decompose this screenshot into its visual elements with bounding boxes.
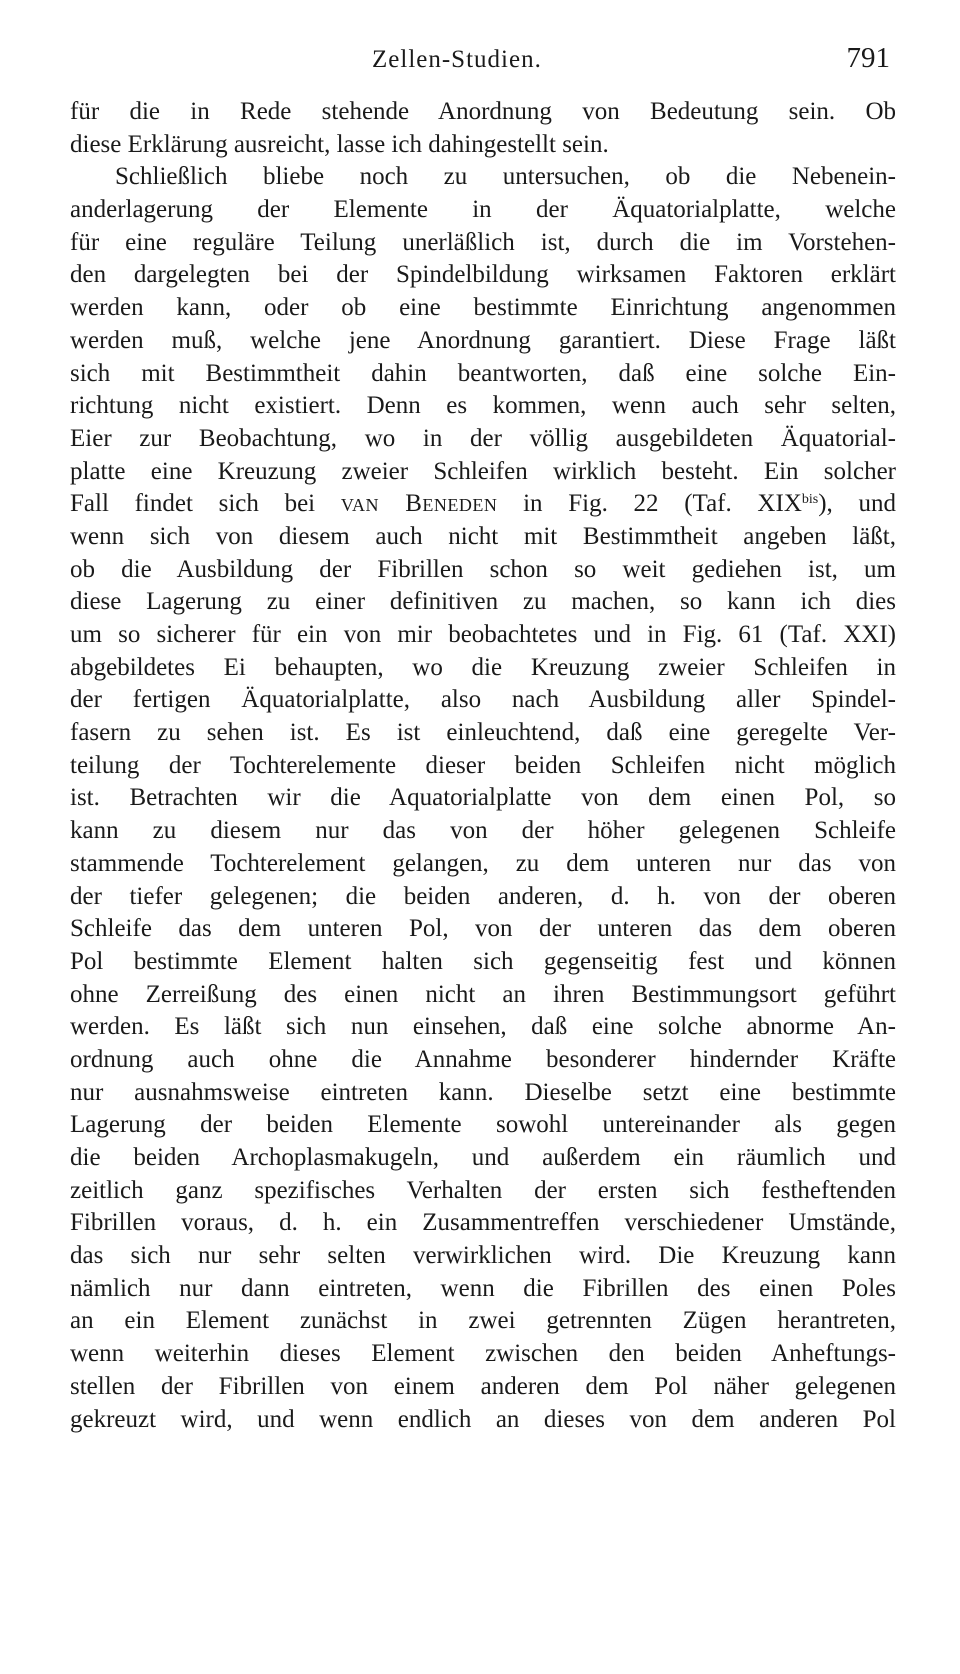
text-line: stellen der Fibrillen von einem anderen dem Pol näher gelegenen <box>70 1372 896 1400</box>
text-line: nämlich nur dann eintreten, wenn die Fibrillen des einen Poles <box>70 1274 896 1302</box>
text-line: stammende Tochterelement gelangen, zu dem unteren nur das von <box>70 849 896 877</box>
text-line: das sich nur sehr selten verwirklichen wird. Die Kreuzung kann <box>70 1242 896 1270</box>
text-line: ohne Zerreißung des einen nicht an ihren Bestimmungsort geführt <box>70 980 896 1008</box>
text-line: werden muß, welche jene Anordnung garantiert. Diese Frage läßt <box>70 326 896 354</box>
text-line: wenn sich von diesem auch nicht mit Bestimmtheit angeben läßt, <box>70 522 896 550</box>
running-title: Zellen-Studien. <box>372 46 542 73</box>
body-text <box>70 96 896 1436</box>
text-line-start: Schließlich bliebe noch zu untersuchen, ob die Nebenein- <box>115 163 896 191</box>
superscript: bis <box>801 492 819 508</box>
text-segment: in Fig. 22 (Taf. XIX <box>497 490 802 518</box>
text-line: Eier zur Beobachtung, wo in der völlig ausgebildeten Äquatorial- <box>70 424 896 452</box>
text-line: diese Erklärung ausreicht, lasse ich dahingestellt sein. <box>70 130 609 158</box>
text-line: zeitlich ganz spezifisches Verhalten der ersten sich festheftenden <box>70 1176 896 1204</box>
text-line: werden kann, oder ob eine bestimmte Einrichtung angenommen <box>70 294 896 322</box>
text-line: Fibrillen voraus, d. h. ein Zusammentreffen verschiedener Umstände, <box>70 1209 896 1237</box>
page-header <box>372 42 890 84</box>
text-line: anderlagerung der Elemente in der Äquatorialplatte, welche <box>70 196 896 224</box>
text-line: Pol bestimmte Element halten sich gegenseitig fest und können <box>70 947 896 975</box>
text-line: für eine reguläre Teilung unerläßlich ist, durch die im Vorstehen- <box>70 228 896 256</box>
text-line: platte eine Kreuzung zweier Schleifen wirklich besteht. Ein solcher <box>70 457 896 485</box>
text-segment: Fall findet sich bei <box>70 490 341 518</box>
text-line: an ein Element zunächst in zwei getrennten Zügen herantreten, <box>70 1307 896 1335</box>
text-line: kann zu diesem nur das von der höher gelegenen Schleife <box>70 817 896 845</box>
text-line: für die in Rede stehende Anordnung von Bedeutung sein. Ob <box>70 98 896 125</box>
text-line-citation <box>70 488 896 521</box>
text-line: wenn weiterhin dieses Element zwischen den beiden Anheftungs- <box>70 1340 896 1368</box>
text-line: der tiefer gelegenen; die beiden anderen, d. h. von der oberen <box>70 882 896 910</box>
text-line: ist. Betrachten wir die Aquatorialplatte von dem einen Pol, so <box>70 784 896 812</box>
text-line: Schleife das dem unteren Pol, von der unteren das dem oberen <box>70 915 896 943</box>
text-line: ob die Ausbildung der Fibrillen schon so weit gediehen ist, um <box>70 555 896 583</box>
text-line: Lagerung der beiden Elemente sowohl untereinander als gegen <box>70 1111 896 1139</box>
text-line: ordnung auch ohne die Annahme besonderer hindernder Kräfte <box>70 1045 896 1073</box>
text-line: nur ausnahmsweise eintreten kann. Dieselbe setzt eine bestimmte <box>70 1078 896 1106</box>
page-number: 791 <box>846 42 890 74</box>
author-name: van Beneden <box>340 490 498 518</box>
text-line: diese Lagerung zu einer definitiven zu machen, so kann ich dies <box>70 588 896 616</box>
text-line <box>70 161 896 194</box>
text-line: werden. Es läßt sich nun einsehen, daß eine solche abnorme An- <box>70 1013 896 1041</box>
text-segment: ), und <box>818 490 896 518</box>
text-line: sich mit Bestimmtheit dahin beantworten, daß eine solche Ein- <box>70 359 896 387</box>
text-line: den dargelegten bei der Spindelbildung wirksamen Faktoren erklärt <box>70 261 896 289</box>
text-line: gekreuzt wird, und wenn endlich an dieses von dem anderen Pol <box>70 1405 896 1433</box>
text-line: um so sicherer für ein von mir beobachtetes und in Fig. 61 (Taf. XXI) <box>70 621 896 648</box>
text-line: der fertigen Äquatorialplatte, also nach Ausbildung aller Spindel- <box>70 686 896 714</box>
text-line: abgebildetes Ei behaupten, wo die Kreuzung zweier Schleifen in <box>70 653 896 681</box>
text-line: die beiden Archoplasmakugeln, und außerdem ein räumlich und <box>70 1144 896 1171</box>
text-line: fasern zu sehen ist. Es ist einleuchtend, daß eine geregelte Ver- <box>70 719 896 747</box>
text-line: richtung nicht existiert. Denn es kommen, wenn auch sehr selten, <box>70 392 896 420</box>
text-line: teilung der Tochterelemente dieser beiden Schleifen nicht möglich <box>70 751 896 779</box>
